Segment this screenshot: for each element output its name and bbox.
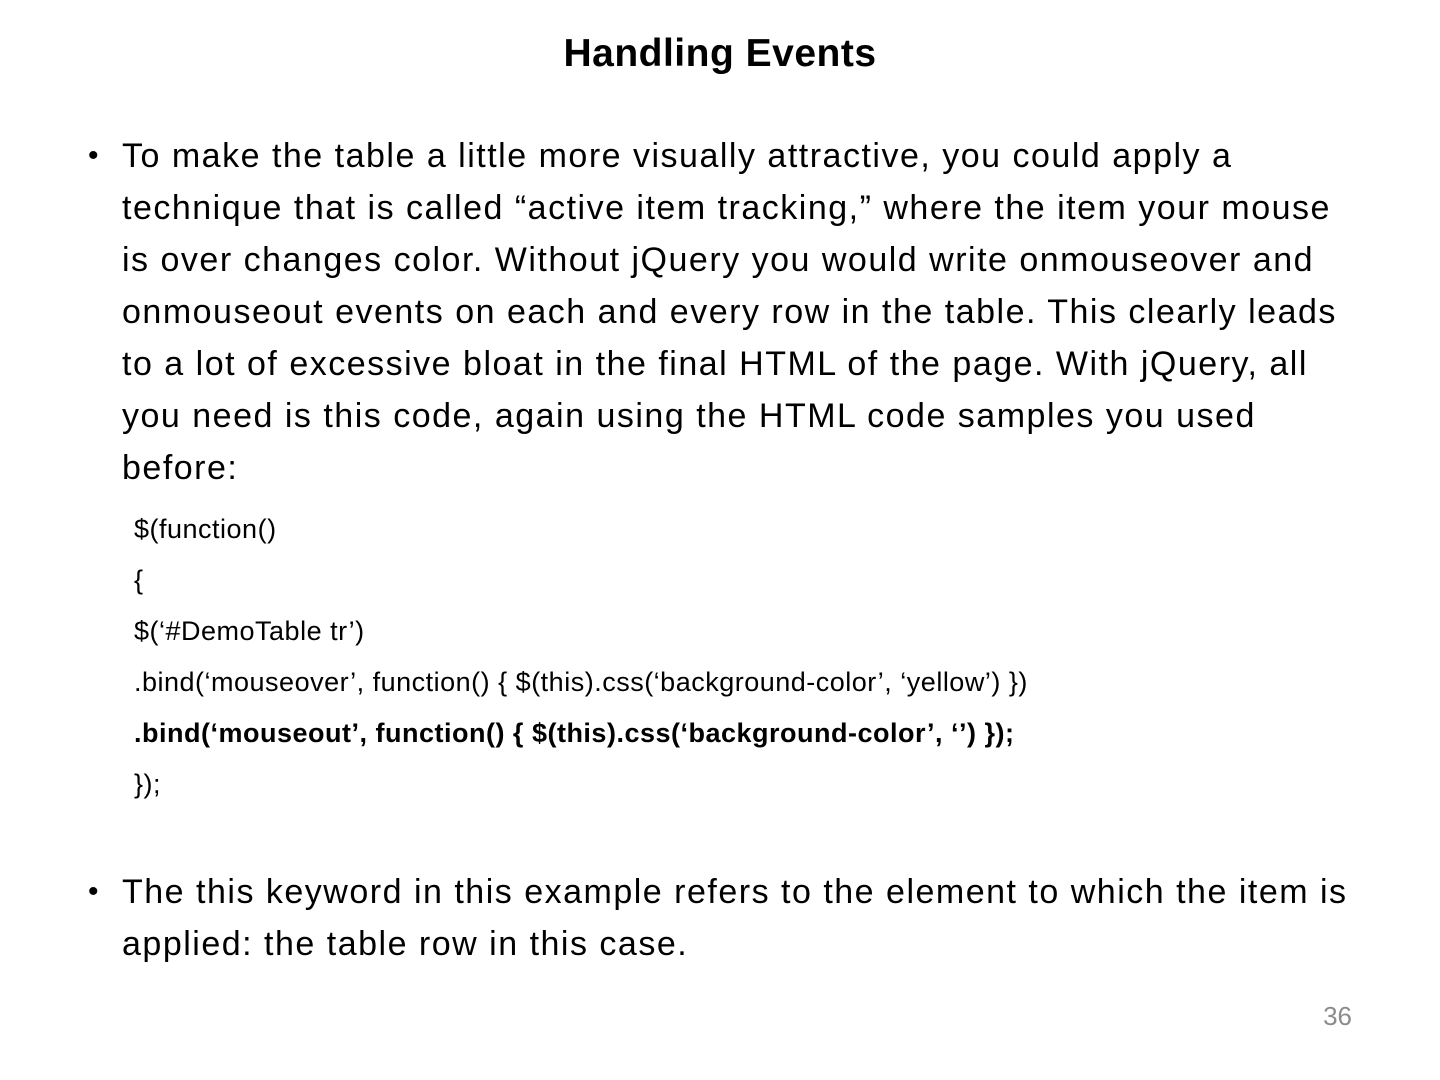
slide-content xyxy=(88,130,1368,970)
page-number: 36 xyxy=(1323,1001,1352,1031)
bullet-icon: • xyxy=(88,139,99,172)
code-line: }); xyxy=(134,769,162,799)
bullet-item-2 xyxy=(88,866,1368,970)
bullet-icon: • xyxy=(88,875,99,908)
code-line: .bind(‘mouseout’, function() { $(this).css(‘background-color’, ‘’) }); xyxy=(134,718,1015,748)
code-block xyxy=(134,504,1368,810)
code-line: $(function() xyxy=(134,514,277,544)
code-line: { xyxy=(134,565,144,595)
bullet-item-1 xyxy=(88,130,1368,494)
bullet-text-2: The this keyword in this example refers to the element to which the item is applied: the table row in this case. xyxy=(122,873,1348,963)
bullet-text-1: To make the table a little more visually attractive, you could apply a technique that is called “active item tracking,” where the item your mouse is over changes color. Without jQuery you would write onmouseover and onmouseout events on each and every row in the table. This clearly leads to a lot of excessive bloat in the final HTML of the page. With jQuery, all you need is this code, again using the HTML code samples you used before: xyxy=(122,137,1337,487)
slide-title: Handling Events xyxy=(563,32,877,75)
code-line: .bind(‘mouseover’, function() { $(this).css(‘background-color’, ‘yellow’) }) xyxy=(134,667,1028,697)
code-line: $(‘#DemoTable tr’) xyxy=(134,616,365,646)
